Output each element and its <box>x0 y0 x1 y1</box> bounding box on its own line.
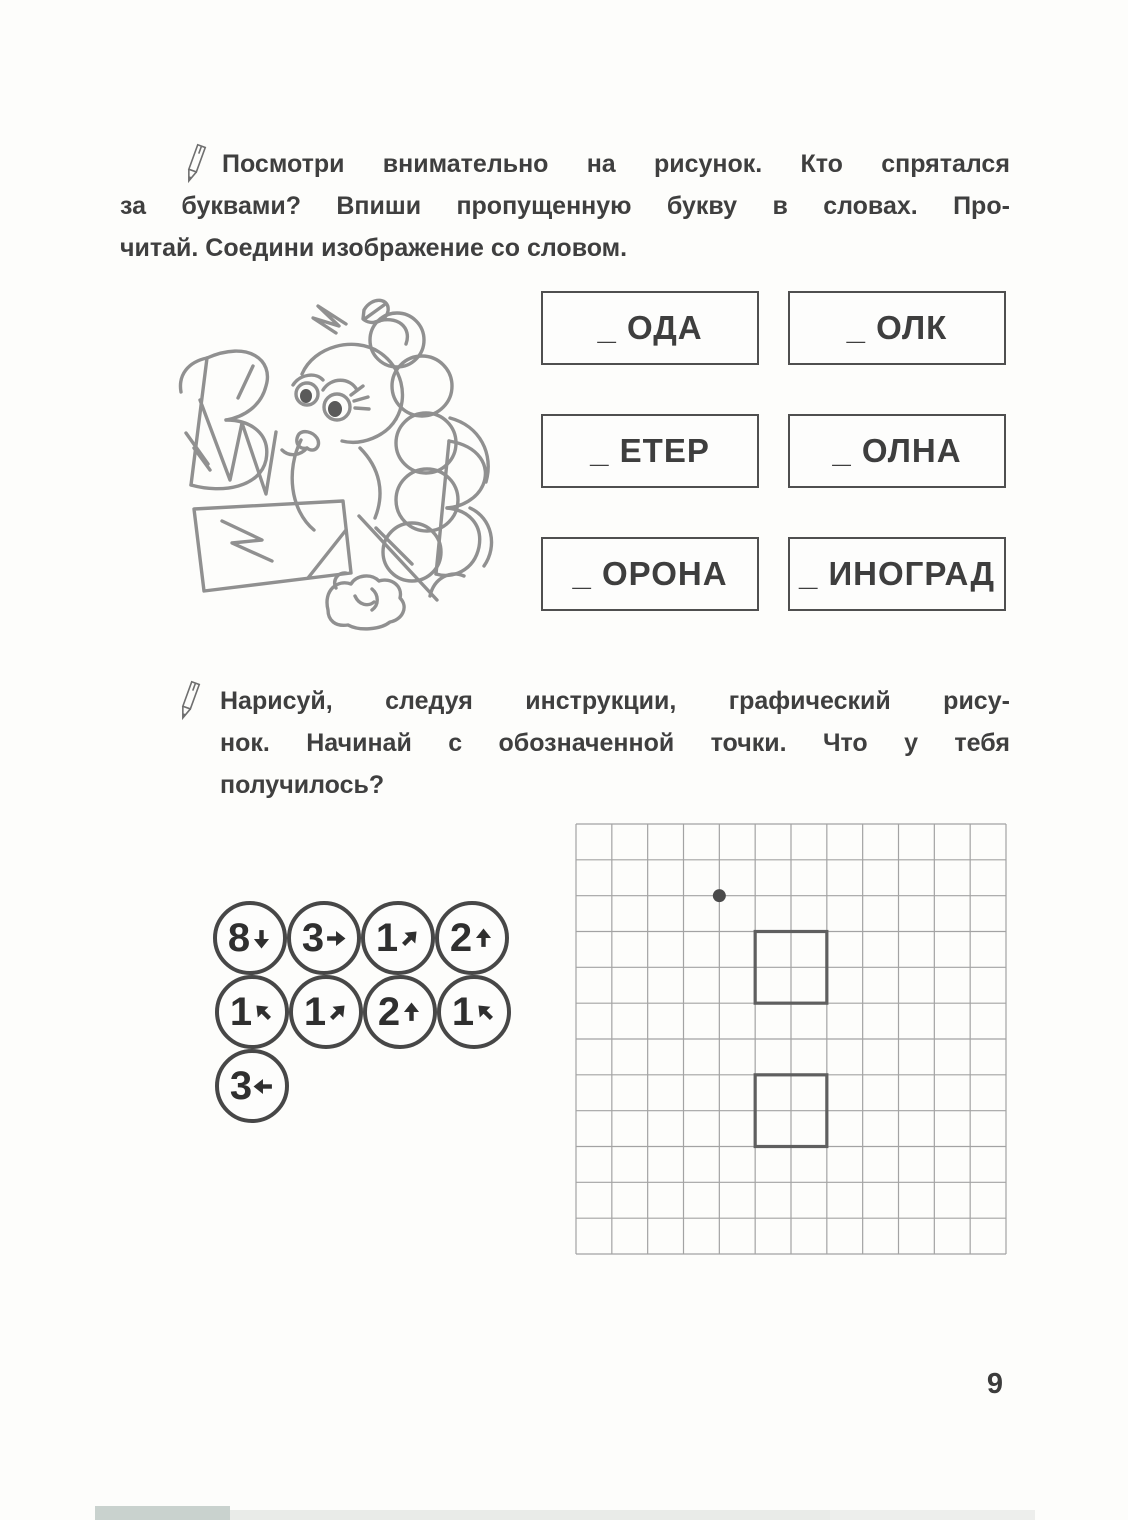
word: Что <box>822 729 868 757</box>
word: тебя <box>954 729 1010 757</box>
instruction-row <box>215 975 511 1049</box>
word: за <box>120 192 147 220</box>
instruction-circle <box>287 901 361 975</box>
word: внимательно <box>382 150 549 178</box>
instruction-row <box>215 1049 511 1123</box>
up-left-arrow-icon <box>253 1002 274 1023</box>
word: в <box>772 192 788 220</box>
task1-line: читай. Соедини изображение со словом. <box>120 234 628 262</box>
word: точки. <box>710 729 787 757</box>
word-box-olna: _ ОЛНА <box>788 414 1006 488</box>
step-count: 1 <box>303 990 327 1034</box>
hidden-letters-squirrel-drawing <box>150 278 505 650</box>
step-count: 1 <box>229 990 253 1034</box>
up-arrow-icon <box>473 928 494 949</box>
word: пропущенную <box>456 192 632 220</box>
step-count: 1 <box>451 990 475 1034</box>
word: спрятался <box>881 150 1010 178</box>
instruction-circle <box>363 975 437 1049</box>
instruction-circle <box>289 975 363 1049</box>
word: буквами? <box>181 192 301 220</box>
task1-paragraph <box>120 143 1010 269</box>
word: Кто <box>800 150 843 178</box>
word-box-eter: _ ЕТЕР <box>541 414 759 488</box>
instruction-circle <box>213 901 287 975</box>
up-arrow-icon <box>401 1002 422 1023</box>
word: инструкции, <box>525 687 677 715</box>
word: словах. <box>823 192 918 220</box>
instruction-circle <box>435 901 509 975</box>
drawing-grid <box>575 823 1007 1255</box>
word: Посмотри <box>222 150 345 178</box>
down-arrow-icon <box>251 928 272 949</box>
instruction-circle <box>215 1049 289 1123</box>
instruction-row <box>213 901 511 975</box>
word: нок. <box>220 729 270 757</box>
step-count: 2 <box>449 916 473 960</box>
task2-line: получилось? <box>220 771 385 799</box>
word: следуя <box>385 687 473 715</box>
word: с <box>448 729 463 757</box>
word: графический <box>728 687 891 715</box>
word: Впиши <box>336 192 422 220</box>
word: Начинай <box>306 729 412 757</box>
task1-line <box>120 143 1010 185</box>
task1-line <box>120 185 1010 227</box>
up-right-arrow-icon <box>327 1002 348 1023</box>
scan-artifact <box>230 1510 830 1520</box>
step-count: 3 <box>229 1064 253 1108</box>
word-box-orona: _ ОРОНА <box>541 537 759 611</box>
task2-paragraph <box>220 680 1010 806</box>
pencil-icon <box>182 143 208 192</box>
task2-line <box>220 680 1010 722</box>
word: обозначенной <box>498 729 675 757</box>
up-left-arrow-icon <box>475 1002 496 1023</box>
right-arrow-icon <box>325 928 346 949</box>
task2-line <box>220 722 1010 764</box>
left-arrow-icon <box>253 1076 274 1097</box>
pencil-icon <box>176 680 202 729</box>
word: рису- <box>943 687 1010 715</box>
instruction-circle <box>361 901 435 975</box>
word: рисунок. <box>653 150 763 178</box>
word-box-oda: _ ОДА <box>541 291 759 365</box>
step-count: 8 <box>227 916 251 960</box>
scan-artifact <box>830 1510 1035 1520</box>
word-box-olk: _ ОЛК <box>788 291 1006 365</box>
page-number: 9 <box>986 1368 1004 1400</box>
word: Про- <box>953 192 1010 220</box>
word: букву <box>666 192 738 220</box>
word: у <box>904 729 918 757</box>
word-box-inograd: _ ИНОГРАД <box>788 537 1006 611</box>
start-dot <box>713 889 726 902</box>
instruction-rows <box>213 901 511 1123</box>
instruction-circle <box>437 975 511 1049</box>
scan-artifact <box>95 1506 230 1520</box>
word: Нарисуй, <box>220 687 333 715</box>
step-count: 3 <box>301 916 325 960</box>
word-boxes <box>541 291 1006 611</box>
instruction-circle <box>215 975 289 1049</box>
step-count: 1 <box>375 916 399 960</box>
up-right-arrow-icon <box>399 928 420 949</box>
word: на <box>586 150 616 178</box>
step-count: 2 <box>377 990 401 1034</box>
